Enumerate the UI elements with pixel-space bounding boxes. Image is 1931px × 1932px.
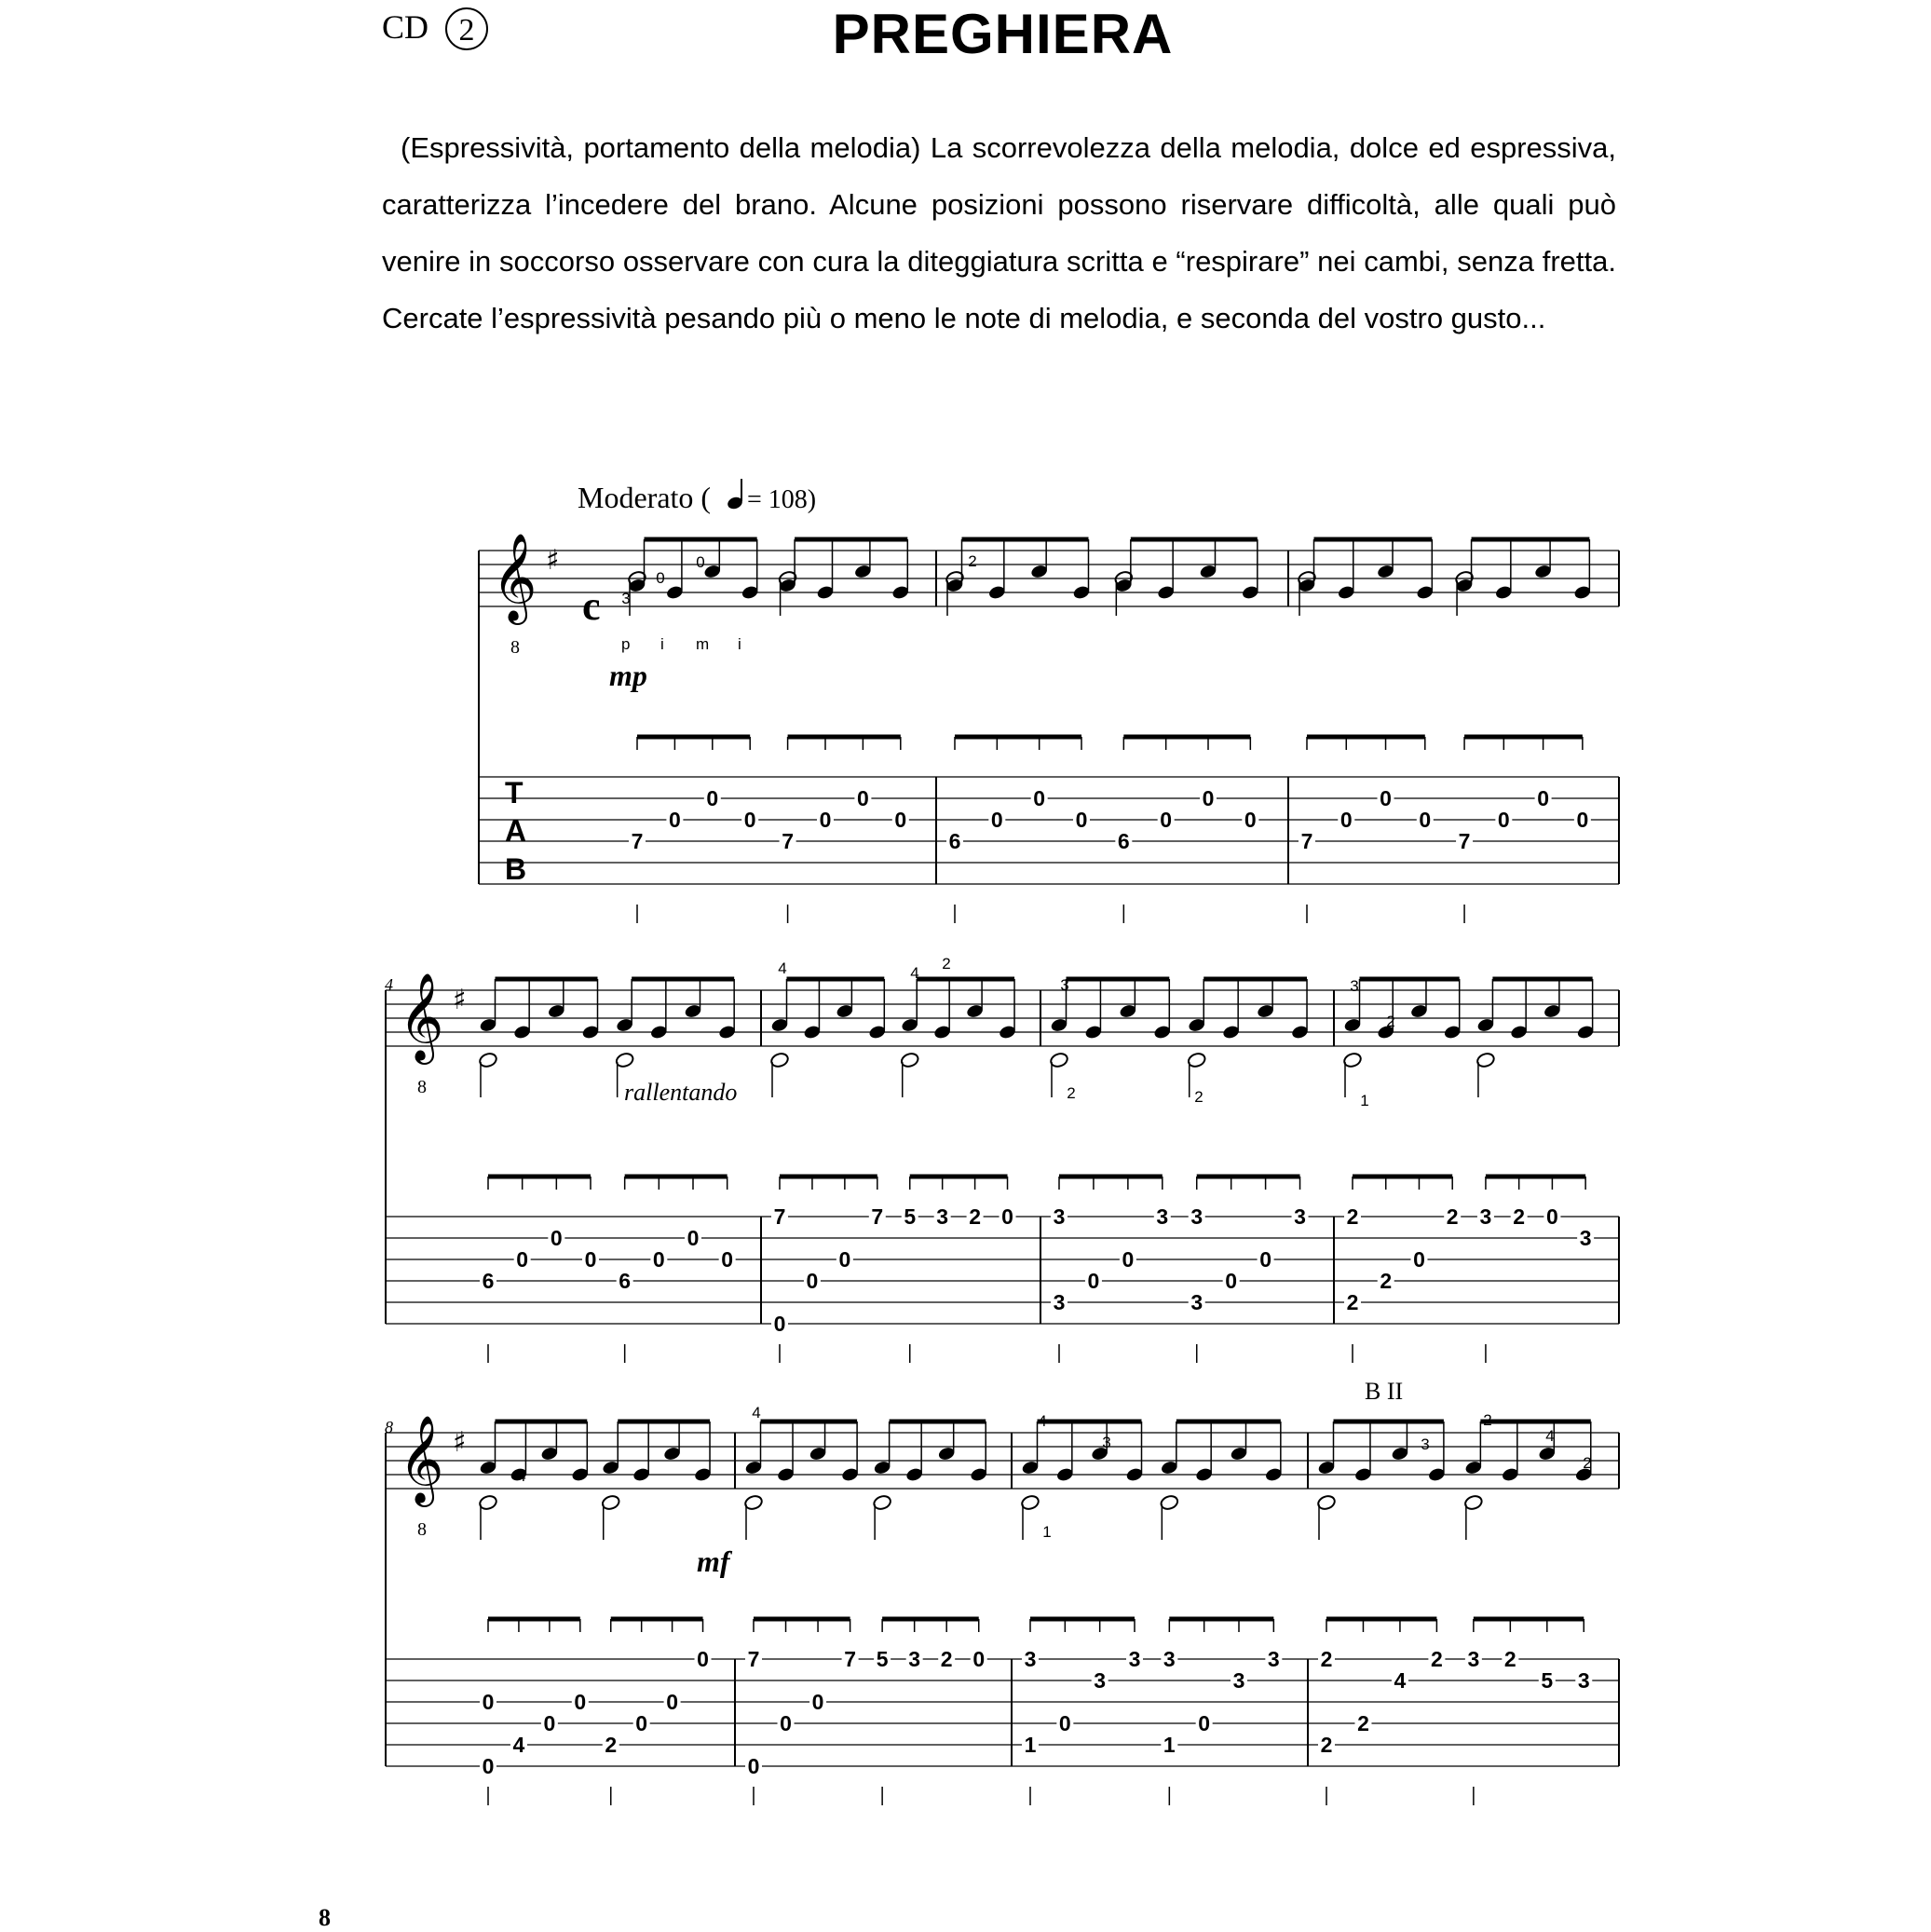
tab-number: 3 [908, 1647, 921, 1671]
pimi-p: p [621, 635, 631, 653]
fingering-number: 2 [1194, 1088, 1203, 1106]
treble-clef-icon: 𝄞 [399, 973, 444, 1061]
tab-number: 0 [1087, 1269, 1100, 1293]
tab-number: 1 [1163, 1733, 1176, 1757]
tab-number: 3 [1294, 1204, 1306, 1229]
tab-number: 0 [543, 1711, 556, 1735]
tab-number: 0 [574, 1690, 587, 1714]
tab-number: 7 [871, 1204, 884, 1229]
tab-number: 0 [743, 808, 756, 832]
tab-number: 2 [940, 1647, 953, 1671]
measure-number-4: 4 [385, 975, 393, 994]
fingering-number: 2 [1067, 1084, 1076, 1102]
tab-number: 7 [747, 1647, 760, 1671]
clef-octave-8: 8 [510, 637, 520, 658]
tab-number: 0 [1413, 1247, 1425, 1272]
fingering-number: 2 [942, 955, 951, 973]
tab-number: 3 [1577, 1668, 1590, 1693]
clef-octave-8: 8 [417, 1519, 427, 1540]
fingering-number: 4 [910, 964, 919, 982]
fingering-number: 3 [1350, 977, 1359, 995]
fingering-number: 2 [968, 552, 977, 570]
tab-number: 2 [1346, 1290, 1359, 1314]
fingering-number: 3 [1102, 1434, 1111, 1451]
tab-number: 0 [666, 1690, 678, 1714]
fingering-number: 4 [778, 959, 787, 977]
tab-number: 2 [1346, 1204, 1359, 1229]
tab-number: 0 [706, 786, 719, 810]
tab-number: 0 [550, 1226, 563, 1250]
tab-number: 3 [1094, 1668, 1107, 1693]
tab-number: 0 [1244, 808, 1257, 832]
tab-number: 7 [773, 1204, 786, 1229]
pimi-i2: i [738, 635, 741, 653]
tab-number: 0 [1198, 1711, 1211, 1735]
tab-number: 0 [1160, 808, 1173, 832]
tab-number: 4 [512, 1733, 525, 1757]
time-signature: c [582, 583, 601, 629]
tab-number: 2 [1503, 1647, 1516, 1671]
tab-number: 0 [1122, 1247, 1135, 1272]
tab-number: 0 [652, 1247, 665, 1272]
fingering-number: 3 [1060, 976, 1069, 994]
score-notation [386, 533, 1619, 1805]
tab-number: 7 [1300, 829, 1313, 853]
measure-number-8: 8 [385, 1418, 393, 1436]
key-signature-sharp-icon: ♯ [453, 1426, 467, 1459]
rallentando: rallentando [624, 1079, 738, 1106]
fingering-number: 1 [1042, 1523, 1052, 1541]
tab-number: 3 [1163, 1647, 1176, 1671]
pimi-m: m [696, 635, 710, 653]
tab-number: 1 [1024, 1733, 1037, 1757]
tab-number: 0 [773, 1312, 786, 1336]
tab-number: 5 [904, 1204, 917, 1229]
tab-number: 0 [1259, 1247, 1271, 1272]
tab-number: 0 [1033, 786, 1046, 810]
tempo-value: = 108) [747, 485, 817, 514]
treble-clef-icon: 𝄞 [399, 1415, 444, 1503]
tab-number: 0 [669, 808, 681, 832]
fingering-number: 4 [1038, 1412, 1047, 1430]
tab-number: 3 [1156, 1204, 1169, 1229]
tab-number: 0 [1576, 808, 1589, 832]
tab-number: 0 [1419, 808, 1432, 832]
tab-number: 3 [1479, 1204, 1492, 1229]
tab-number: 3 [1053, 1204, 1066, 1229]
tab-number: 0 [1497, 808, 1510, 832]
tab-number: 2 [1320, 1733, 1333, 1757]
tab-number: 0 [721, 1247, 734, 1272]
tab-number: 2 [605, 1733, 618, 1757]
tab-number: 4 [1394, 1668, 1407, 1693]
fingering-number: 0 [656, 569, 665, 587]
tab-number: 3 [1190, 1290, 1203, 1314]
tab-number: 3 [1024, 1647, 1037, 1671]
cd-track-number: 2 [445, 7, 488, 50]
tab-number: 2 [1431, 1647, 1443, 1671]
tab-number: 0 [1202, 786, 1215, 810]
tab-number: 6 [1117, 829, 1130, 853]
tab-number: 5 [1541, 1668, 1554, 1693]
tab-number: 0 [972, 1647, 986, 1671]
tab-letter-a: A [505, 814, 527, 848]
tab-number: 6 [482, 1269, 495, 1293]
tab-number: 0 [894, 808, 907, 832]
tab-number: 5 [876, 1647, 889, 1671]
tab-letter-b: B [505, 852, 527, 886]
tab-number: 2 [1357, 1711, 1369, 1735]
tab-number: 0 [482, 1754, 495, 1778]
page-number: 8 [319, 1904, 331, 1931]
tab-number: 0 [1546, 1204, 1558, 1229]
tab-number: 3 [1579, 1226, 1592, 1250]
tab-number: 3 [936, 1204, 949, 1229]
tab-number: 0 [1058, 1711, 1071, 1735]
tab-number: 3 [1128, 1647, 1141, 1671]
tempo-label: Moderato ( [578, 481, 712, 514]
tab-number: 0 [1380, 786, 1392, 810]
tab-number: 2 [1513, 1204, 1526, 1229]
tab-number: 0 [811, 1690, 824, 1714]
tab-number: 0 [635, 1711, 648, 1735]
tab-number: 2 [1380, 1269, 1393, 1293]
key-signature-sharp-icon: ♯ [546, 544, 560, 577]
tab-number: 6 [948, 829, 961, 853]
fingering-number: 1 [1360, 1092, 1369, 1109]
intro-paragraph: (Espressività, portamento della melodia) La scorrevolezza della melodia, dolce ed espressiva, caratterizza l’incedere del brano. Alcune posizioni possono riservare difficoltà, alle quali può venire in soccorso osservare con cura la diteggiatura scritta e “respirare” nei cambi, senza fretta. Cercate l’espressività pesando più o meno le note di melodia, e seconda del vostro gusto... [382, 131, 1616, 334]
tab-number: 0 [516, 1247, 529, 1272]
barre-marking: B II [1365, 1378, 1404, 1405]
tab-number: 3 [1232, 1668, 1245, 1693]
tab-number: 3 [1053, 1290, 1066, 1314]
tab-number: 0 [1001, 1204, 1013, 1229]
tab-number: 0 [584, 1247, 597, 1272]
tab-number: 0 [747, 1754, 760, 1778]
fingering-number: 2 [1386, 1013, 1395, 1030]
pimi-i: i [660, 635, 664, 653]
tab-number: 3 [1467, 1647, 1480, 1671]
dynamic-mf: mf [697, 1544, 730, 1578]
key-signature-sharp-icon: ♯ [453, 984, 467, 1016]
tab-number: 2 [969, 1204, 981, 1229]
tab-number: 0 [697, 1647, 709, 1671]
tab-number: 7 [844, 1647, 856, 1671]
tab-number: 0 [687, 1226, 700, 1250]
tab-number: 0 [819, 808, 832, 832]
clef-octave-8: 8 [417, 1077, 427, 1097]
tab-number: 0 [990, 808, 1003, 832]
tab-number: 7 [782, 829, 794, 853]
treble-clef-icon: 𝄞 [492, 533, 537, 621]
tab-number: 3 [1190, 1204, 1203, 1229]
tab-number: 0 [857, 786, 869, 810]
fingering-number: 3 [621, 590, 631, 607]
fingering-number: 3 [1421, 1435, 1430, 1453]
tab-number: 3 [1267, 1647, 1280, 1671]
tab-number: 7 [1458, 829, 1471, 853]
tab-number: 6 [619, 1269, 632, 1293]
dynamic-mp: mp [609, 659, 647, 692]
fingering-number: 2 [1583, 1454, 1592, 1472]
page-title: PREGHIERA [832, 3, 1174, 65]
fingering-number: 0 [696, 553, 705, 571]
tab-number: 0 [1075, 808, 1088, 832]
tab-letter-t: T [505, 776, 524, 810]
fingering-number: 2 [1483, 1411, 1492, 1429]
tab-number: 7 [631, 829, 644, 853]
tab-number: 2 [1320, 1647, 1333, 1671]
tab-number: 0 [1225, 1269, 1238, 1293]
tab-number: 2 [1446, 1204, 1459, 1229]
tab-number: 0 [1537, 786, 1549, 810]
tab-number: 0 [1339, 808, 1353, 832]
tab-number: 0 [806, 1269, 819, 1293]
fingering-number: 4 [1545, 1427, 1555, 1445]
fingering-number: 4 [752, 1404, 761, 1422]
tab-number: 0 [780, 1711, 792, 1735]
cd-label: CD [382, 8, 429, 46]
fingering-number: 4 [517, 1467, 526, 1485]
tab-number: 0 [838, 1247, 851, 1272]
tab-number: 0 [482, 1690, 495, 1714]
